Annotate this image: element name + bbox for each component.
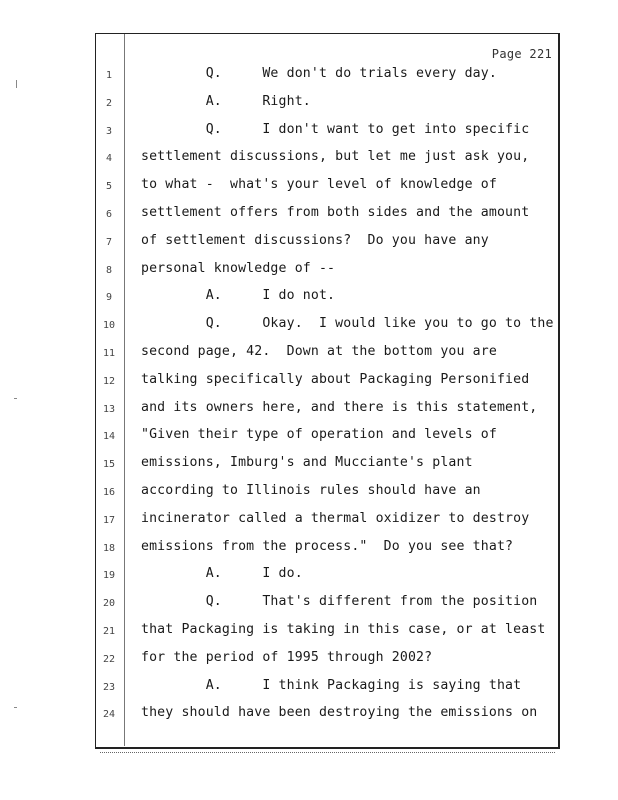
line-number: 10 — [102, 320, 116, 332]
line-number: 16 — [102, 487, 116, 498]
transcript-line — [0, 205, 618, 229]
transcript-line — [0, 149, 618, 173]
line-text: Q. Okay. I would like you to go to the — [141, 316, 554, 332]
line-number: 2 — [105, 97, 113, 109]
line-text: to what - what's your level of knowledge of — [141, 177, 497, 193]
scan-mark — [16, 80, 17, 88]
line-text: settlement offers from both sides and the amount — [141, 205, 530, 220]
transcript-line — [0, 455, 618, 479]
line-number: 23 — [102, 681, 116, 693]
bottom-edge-artifact — [100, 752, 555, 753]
line-text: according to Illinois rules should have an — [141, 483, 481, 498]
line-number: 20 — [102, 598, 116, 610]
transcript-line — [0, 344, 618, 368]
line-number: 6 — [105, 209, 113, 220]
transcript-line — [0, 650, 618, 674]
transcript-line — [0, 400, 618, 424]
transcript-line — [0, 261, 618, 285]
line-number: 17 — [102, 514, 116, 526]
line-text: A. I think Packaging is saying that — [141, 677, 522, 693]
line-number: 12 — [102, 375, 116, 387]
line-number: 7 — [105, 236, 113, 248]
line-text: A. Right. — [141, 93, 311, 109]
line-text: for the period of 1995 through 2002? — [141, 649, 433, 665]
transcript-line — [0, 66, 618, 90]
line-number: 19 — [102, 570, 116, 582]
line-text: incinerator called a thermal oxidizer to destroy — [141, 510, 530, 526]
line-text: "Given their type of operation and levels of — [141, 427, 497, 443]
line-text: talking specifically about Packaging Personified — [141, 371, 530, 387]
line-text: Q. That's different from the position — [141, 594, 538, 610]
line-number: 21 — [102, 626, 116, 637]
line-text: personal knowledge of -- — [141, 260, 336, 276]
line-text: A. I do not. — [141, 288, 336, 304]
line-text: that Packaging is taking in this case, or at least — [141, 622, 546, 637]
line-text: Q. I don't want to get into specific — [141, 121, 530, 137]
line-text: and its owners here, and there is this statement, — [141, 399, 538, 415]
line-text: Q. We don't do trials every day. — [141, 66, 497, 81]
line-number: 1 — [105, 70, 113, 81]
transcript-line — [0, 594, 618, 618]
transcript-line — [0, 483, 618, 507]
line-number: 13 — [102, 403, 116, 415]
line-number: 11 — [102, 348, 116, 359]
transcript-line — [0, 122, 618, 146]
line-text: emissions, Imburg's and Mucciante's plant — [141, 455, 473, 471]
transcript-line — [0, 678, 618, 702]
scan-mark — [14, 398, 17, 399]
transcript-line — [0, 566, 618, 590]
scan-mark — [14, 707, 17, 708]
line-text: emissions from the process." Do you see that? — [141, 538, 514, 554]
line-text: of settlement discussions? Do you have any — [141, 232, 489, 248]
transcript-line — [0, 288, 618, 312]
line-number: 3 — [105, 125, 113, 137]
line-number: 14 — [102, 431, 116, 443]
transcript-line — [0, 427, 618, 451]
line-number: 8 — [105, 264, 113, 276]
transcript-line — [0, 316, 618, 340]
line-text: settlement discussions, but let me just ask you, — [141, 149, 530, 165]
line-number: 9 — [105, 292, 113, 304]
line-number: 5 — [105, 181, 113, 193]
line-text: A. I do. — [141, 566, 303, 582]
line-text: second page, 42. Down at the bottom you are — [141, 344, 497, 359]
page-number: Page 221 — [491, 47, 552, 61]
line-number: 15 — [102, 459, 116, 471]
transcript-line — [0, 94, 618, 118]
line-text: they should have been destroying the emissions on — [141, 705, 538, 721]
line-number: 4 — [105, 153, 113, 165]
transcript-line — [0, 511, 618, 535]
line-number: 24 — [102, 709, 116, 721]
transcript-line — [0, 177, 618, 201]
transcript-line — [0, 372, 618, 396]
transcript-line — [0, 622, 618, 646]
line-number: 18 — [102, 542, 116, 554]
transcript-line — [0, 705, 618, 729]
transcript-line — [0, 539, 618, 563]
transcript-line — [0, 233, 618, 257]
line-number: 22 — [102, 653, 116, 665]
